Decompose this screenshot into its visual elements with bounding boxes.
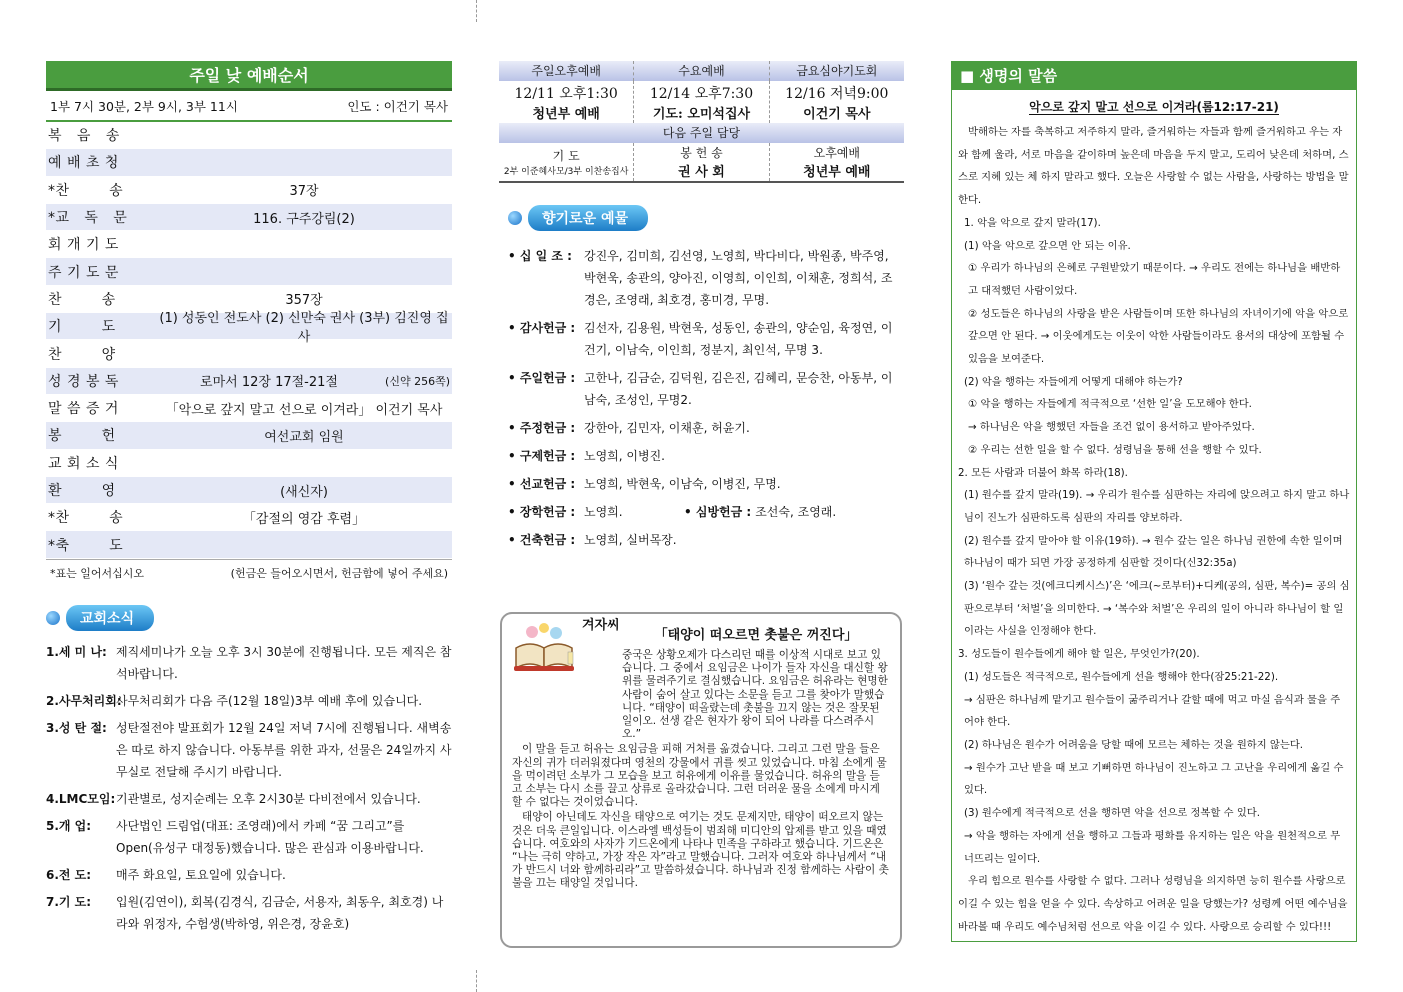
- order-label: 말 씀 증 거: [48, 401, 119, 418]
- offering-note: (헌금은 들어오시면서, 헌금함에 넣어 주세요): [230, 566, 448, 580]
- order-extra: (신약 256쪽): [385, 374, 450, 388]
- order-row: [46, 450, 452, 477]
- offering-row: [508, 529, 898, 551]
- offering-names: 노영희, 이병진.: [584, 449, 665, 463]
- order-row: [46, 149, 452, 176]
- order-label: *축 도: [48, 537, 124, 554]
- service-time: 12/11 오후1:30: [514, 85, 618, 102]
- news-text: 성탄절전야 발표회가 12월 24일 저녁 7시에 진행됩니다. 새벽송은 따로 하지 않습니다. 아동부를 위한 과자, 선물은 24일까지 사무실로 전달해 주시기 바랍니다.: [116, 721, 452, 779]
- offering-label: • 주정헌금 :: [508, 421, 576, 435]
- order-row: [46, 422, 452, 449]
- news-item: [46, 788, 452, 810]
- news-text: 사무처리회가 다음 주(12월 18일)3부 예배 후에 있습니다.: [116, 694, 423, 708]
- next-value: 청년부 예배: [803, 165, 871, 180]
- order-label: *찬 송: [48, 182, 124, 199]
- story-paragraph: 중국은 상황오제가 다스리던 때를 이상적 시대로 보고 있습니다. 그 중에서 요임금은 나이가 들자 자신을 대신할 왕위를 물려주기로 결심했습니다. 요임금은 허유라는 현명한 사람이 숨어 살고 있다는 소문을 듣고 그를 찾아가 말했습니다. “태양이 떠올랐는데 촛불을 끄지 않는 것은 잘못된 일이오. 선생 같은 현자가 왕이 되어 나라를 다스려주시오.”: [622, 649, 888, 741]
- worship-order: [46, 61, 452, 586]
- service-header: 주일오후예배: [499, 61, 634, 81]
- order-label: *교 독 문: [48, 210, 128, 227]
- news-label: 4.LMC모임:: [46, 792, 116, 806]
- stand-note: *표는 일어서십시오: [50, 566, 145, 580]
- offering-label: • 구제헌금 :: [508, 449, 576, 463]
- order-label: 복 음 송: [48, 128, 120, 145]
- order-value: 여선교회 임원: [264, 429, 344, 445]
- sermon-line: → 원수가 고난 받을 때 보고 기뻐하면 하나님이 진노하고 그 고난을 우리에게 옮길 수 있다.: [964, 761, 1344, 797]
- service-cell: [770, 81, 904, 123]
- order-row: [46, 231, 452, 258]
- story-tag: 겨자씨: [582, 618, 620, 633]
- news-list: [46, 641, 452, 935]
- service-header: 수요예배: [634, 61, 769, 81]
- sermon-body: [952, 121, 1356, 938]
- sermon-line: (2) 악을 행하는 자들에게 어떻게 대해야 하는가?: [964, 375, 1183, 388]
- offering-list: [508, 245, 898, 495]
- word-of-life: [951, 61, 1357, 942]
- sermon-line: → 심판은 하나님께 맡기고 원수들이 굶주리거나 갈할 때에 먹고 마실 음식과 물을 주어야 한다.: [964, 693, 1341, 729]
- order-row: [46, 504, 452, 531]
- church-news: [46, 605, 452, 940]
- service-cell: [499, 81, 634, 123]
- story-paragraph: 이 말을 듣고 허유는 요임금을 피해 거처를 옮겼습니다. 그리고 그런 말을 들은 자신의 귀가 더러워졌다며 영천의 강물에서 귀를 씻고 있었습니다. 마침 소에게 물을 먹이려던 소부가 그 모습을 보고 허유에게 이유를 물었습니다. 허유의 말을 듣고 소부는 다시 소를 끌고 상류로 올라갔습니다. 그런 더러운 물을 소에게 마시게 할 수 없다는 것이었습니다.: [512, 743, 887, 809]
- next-value: 권 사 회: [678, 165, 725, 180]
- service-times: 1부 7시 30분, 2부 9시, 3부 11시: [50, 99, 238, 114]
- service-leader: 청년부 예배: [532, 106, 600, 122]
- order-row: [46, 477, 452, 504]
- order-row: [46, 531, 452, 558]
- order-label: 봉 헌: [48, 428, 116, 445]
- order-row: [46, 311, 452, 346]
- bullet-icon: [46, 611, 60, 625]
- order-value: (새신자): [280, 484, 328, 500]
- offering-label: • 장학헌금 :: [508, 505, 576, 519]
- order-value: 「악으로 갚지 말고 선으로 이겨라」 이건기 목사: [165, 402, 443, 418]
- offering-label: • 건축헌금 :: [508, 533, 576, 547]
- worship-order-title: 주일 낮 예배순서: [46, 61, 452, 91]
- sermon-line: 박해하는 자를 축복하고 저주하지 말라, 즐거워하는 자들과 함께 즐거워하고 우는 자와 함께 울라, 서로 마음을 같이하며 높은데 마음을 두지 말고, 도리어 낮은데 처하며, 스스로 지혜 있는 체 하지 말라고 했다. 오늘은 사랑할 수 없는 사람을, 사랑하는 방법을 말한다.: [958, 126, 1349, 207]
- order-value: 116. 구주강림(2): [253, 211, 355, 227]
- order-label: 기 도: [48, 319, 116, 336]
- service-leader: 인도 : 이건기 목사: [347, 99, 448, 114]
- order-value: 357장: [285, 293, 323, 309]
- order-value: 37장: [289, 184, 319, 200]
- sermon-line: ① 우리가 하나님의 은혜로 구원받았기 때문이다. → 우리도 전에는 하나님을 배반하고 대적했던 사람이었다.: [968, 262, 1341, 297]
- offering-row: [508, 417, 898, 439]
- service-time: 12/14 오후7:30: [649, 85, 754, 102]
- order-label: 환 영: [48, 483, 116, 499]
- news-item: [46, 815, 452, 859]
- news-label: 1.세 미 나:: [46, 645, 107, 659]
- offering-row: [508, 367, 898, 411]
- order-label: 찬 양: [48, 346, 116, 363]
- order-note: [46, 559, 452, 586]
- offering-label: • 심방헌금 :: [684, 505, 752, 519]
- service-header-row: [499, 61, 904, 81]
- order-label: 교 회 소 식: [48, 455, 119, 472]
- service-time: 12/16 저녁9:00: [785, 85, 889, 102]
- sermon-line: (1) 악을 악으로 갚으면 안 되는 이유.: [964, 239, 1131, 252]
- news-label: 6.전 도:: [46, 868, 92, 882]
- news-label: 7.기 도:: [46, 895, 92, 909]
- order-label: 주 기 도 문: [48, 264, 119, 281]
- next-sunday-row: [499, 143, 904, 183]
- order-row: [46, 258, 452, 285]
- news-text: 제직세미나가 오늘 오후 3시 30분에 진행됩니다. 모든 제직은 참석바랍니다.: [116, 645, 452, 681]
- next-cell: [499, 143, 634, 181]
- service-header: 금요심야기도회: [796, 64, 878, 78]
- news-item: [46, 641, 452, 685]
- sermon-line: 3. 성도들이 원수들에게 해야 할 일은, 무엇인가?(20).: [958, 648, 1200, 661]
- sermon-line: 2. 모든 사람과 더불어 화목 하라(18).: [958, 466, 1128, 479]
- next-sunday-title: 다음 주일 담당: [499, 123, 904, 143]
- story-paragraph: 태양이 아닌데도 자신을 태양으로 여기는 것도 문제지만, 태양이 떠오르지 않는 것은 더욱 큰일입니다. 이스라엘 백성들이 범죄해 미디안의 압제를 받고 있을 때였습니다. 여호와의 사자가 기드온에게 나타나 민족을 구하라고 했습니다. 기드온은 “나는 극히 약하고, 가장 작은 자”라고 말했습니다. 그러자 여호와 하나님께서 “내가 반드시 너와 함께하리라”고 말씀하셨습니다. 하나님과 진정 함께하는 사람이 촛불을 끄는 태양일 것입니다.: [512, 811, 889, 890]
- story-body: [512, 649, 890, 891]
- service-leader: 이건기 목사: [803, 106, 871, 122]
- next-value: 2부 이준혜사모/3부 이찬송집사: [503, 167, 629, 177]
- sermon-line: (2) 원수를 갚지 말아야 할 이유(19하). → 원수 갚는 일은 하나님 권한에 속한 일이며 하나님이 때가 되면 가장 공정하게 심판할 것이다(신32:35a): [964, 534, 1343, 570]
- service-detail-row: [499, 81, 904, 123]
- order-value: 「감절의 영감 후렴」: [242, 511, 366, 527]
- offerings-title: 향기로운 예물: [528, 205, 648, 231]
- news-item: [46, 690, 452, 712]
- offering-names: 조선숙, 조영래.: [755, 505, 837, 519]
- sermon-line: ② 우리는 선한 일을 할 수 없다. 성령님을 통해 선을 행할 수 있다.: [968, 443, 1262, 456]
- sermon-line: (3) 원수에게 적극적으로 선을 행하면 악을 선으로 정복할 수 있다.: [964, 807, 1260, 820]
- order-value: (1) 성동인 전도사 (2) 신만숙 권사 (3부) 김진영 집사: [159, 311, 449, 346]
- order-label: 예 배 초 청: [48, 155, 119, 172]
- word-of-life-title: ■ 생명의 말씀: [952, 62, 1356, 90]
- story-title: 「태양이 떠오르면 촛불은 꺼진다」: [654, 628, 858, 643]
- news-item: [46, 891, 452, 935]
- sermon-title-text: 악으로 갚지 말고 선으로 이겨라(롬12:17-21): [1029, 100, 1279, 114]
- offering-names: 김선자, 김용원, 박현욱, 성동인, 송관의, 양순임, 육정연, 이건기, 이남숙, 이인희, 정분지, 최인석, 무명 3.: [584, 321, 893, 357]
- sermon-title: [952, 98, 1356, 115]
- service-cell: [634, 81, 769, 123]
- news-item: [46, 864, 452, 886]
- sermon-line: (3) ‘원수 갚는 것(에크디케시스)’은 ‘에크(~로부터)+디케(공의, 심판, 복수)= 공의 심판으로부터 ‘처벌’을 의미한다. → ‘복수와 처벌’은 우리의 일이 아니라 하나님이 할 일이라는 사실을 인정해야 한다.: [964, 580, 1350, 638]
- mustard-seed-story: [500, 612, 902, 948]
- offering-names: 노영희, 박현욱, 이남숙, 이병진, 무명.: [584, 477, 781, 491]
- order-label: 회 개 기 도: [48, 237, 119, 254]
- offerings: [508, 205, 898, 557]
- order-row: [46, 395, 452, 422]
- next-header: 봉 헌 송: [680, 146, 723, 160]
- offering-names: 노영희.: [584, 505, 623, 519]
- sermon-line: 우리 힘으로 원수를 사랑할 수 없다. 그러나 성령님을 의지하면 능히 원수를 사랑으로 이길 수 있는 힘을 얻을 수 있다. 속상하고 어려운 일을 당했는가? 성령께 어떤 예수님을 바라볼 때 우리도 예수님처럼 선으로 악을 이길 수 있다. 사랑으로 승리할 수 있다!!!: [958, 875, 1348, 933]
- church-news-heading: [46, 605, 154, 631]
- news-text: 사단법인 드림업(대표: 조영래)에서 카페 “꿈 그리고”를 Open(유성구 대정동)했습니다. 많은 관심과 이용바랍니다.: [116, 819, 424, 855]
- fold-mark-top: [476, 0, 477, 22]
- offering-label: • 십 일 조 :: [508, 249, 572, 263]
- news-item: [46, 717, 452, 783]
- offering-names: 노영희, 실버목장.: [584, 533, 677, 547]
- order-list: [46, 122, 452, 559]
- open-book-icon: [510, 622, 580, 674]
- offering-label: • 감사헌금 :: [508, 321, 576, 335]
- bullet-icon: [508, 211, 522, 225]
- worship-schedule: [46, 91, 452, 122]
- service-schedule: [499, 61, 904, 183]
- next-cell: [634, 143, 769, 181]
- offering-row: [508, 501, 898, 523]
- order-row: [46, 177, 452, 204]
- news-label: 2.사무처리회:: [46, 694, 122, 708]
- sermon-line: ② 성도들은 하나님의 사랑을 받은 사람들이며 또한 하나님의 자녀이기에 악을 악으로 갚으면 안 된다. → 이웃에게도는 이웃이 악한 사람들이라도 용서의 대상에 포함될 수 있음을 보여준다.: [968, 307, 1349, 366]
- offering-label: • 선교헌금 :: [508, 477, 576, 491]
- church-news-title: 교회소식: [66, 605, 154, 631]
- news-text: 매주 화요일, 토요일에 있습니다.: [116, 868, 286, 882]
- next-header: 오후예배: [813, 146, 860, 160]
- news-label: 3.성 탄 절:: [46, 721, 107, 735]
- offerings-heading: [508, 205, 648, 231]
- order-label: 성 경 봉 독: [48, 373, 119, 390]
- order-row: [46, 368, 452, 395]
- sermon-line: (2) 하나님은 원수가 어려움을 당할 때에 모르는 체하는 것을 원하지 않는다.: [964, 738, 1304, 751]
- news-label: 5.개 업:: [46, 819, 92, 833]
- sermon-line: (1) 원수를 갚지 말라(19). → 우리가 원수를 심판하는 자리에 앉으려고 하지 말고 하나님이 진노가 심판하도록 심판의 자리를 양보하라.: [964, 489, 1350, 524]
- next-cell: [770, 143, 904, 181]
- offering-label: • 주일헌금 :: [508, 371, 576, 385]
- offering-row: [508, 473, 898, 495]
- sermon-line: 1. 악을 악으로 갚지 말라(17).: [964, 216, 1101, 229]
- offering-names: 강한아, 김민자, 이채훈, 허윤기.: [584, 421, 750, 435]
- service-leader: 기도: 오미석집사: [652, 106, 751, 122]
- offering-names: 고한나, 김금순, 김덕원, 김은진, 김혜리, 문승찬, 아동부, 이남숙, 조성인, 무명2.: [584, 371, 893, 407]
- news-text: 입원(김연이), 회복(김경식, 김금순, 서용자, 최동우, 최호경) 나라와 위정자, 수험생(박하영, 위은경, 장윤호): [116, 895, 444, 931]
- offering-row: [508, 317, 898, 361]
- offering-row: [508, 245, 898, 311]
- next-header: 기 도: [552, 149, 580, 163]
- news-text: 기관별로, 성지순례는 오후 2시30분 다비전에서 있습니다.: [116, 792, 421, 806]
- order-row: [46, 204, 452, 231]
- order-value: 로마서 12장 17절-21절: [200, 375, 338, 391]
- order-label: *찬 송: [48, 510, 124, 527]
- offering-row: [508, 445, 898, 467]
- sermon-line: → 악을 행하는 자에게 선을 행하고 그들과 평화를 유지하는 일은 악을 원천적으로 무너뜨리는 일이다.: [964, 829, 1341, 865]
- order-label: 찬 송: [48, 291, 116, 308]
- sermon-line: → 하나님은 악을 행했던 자들을 조건 없이 용서하고 받아주었다.: [968, 421, 1255, 434]
- order-row: [46, 122, 452, 149]
- sermon-line: (1) 성도들은 적극적으로, 원수들에게 선을 행해야 한다(잠25:21-22).: [964, 670, 1279, 683]
- fold-mark-bottom: [476, 970, 477, 992]
- offering-names: 강진우, 김미희, 김선영, 노영희, 박다비다, 박원종, 박주영, 박현욱, 송관의, 양아진, 이영희, 이인희, 이채훈, 정희석, 조경은, 조영래, 최호경, 홍미경, 무명.: [584, 249, 893, 307]
- sermon-line: ① 악을 행하는 자들에게 적극적으로 ‘선한 일’을 도모해야 한다.: [968, 398, 1252, 411]
